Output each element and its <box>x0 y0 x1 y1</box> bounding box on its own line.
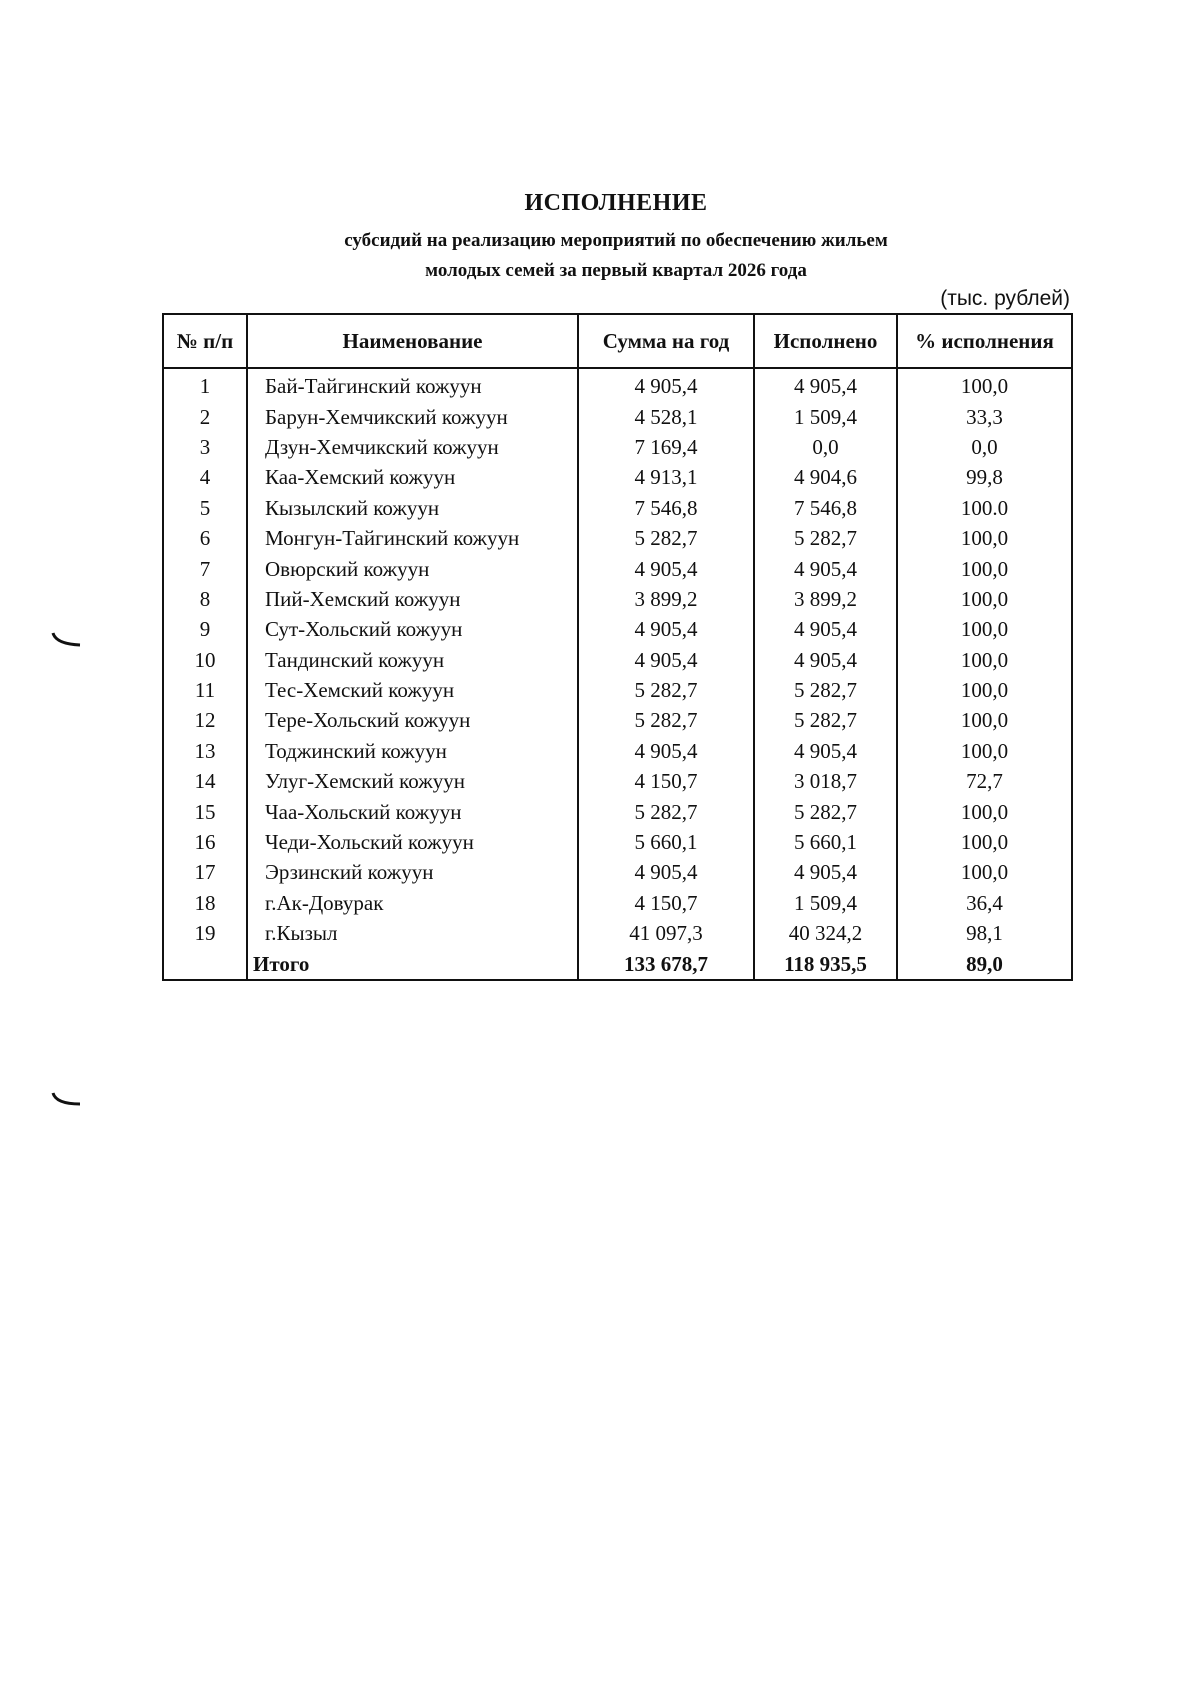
row-number: 12 <box>163 705 247 735</box>
scan-mark <box>50 630 84 650</box>
table-row <box>163 705 1072 735</box>
row-executed: 40 324,2 <box>754 918 897 948</box>
row-number: 9 <box>163 614 247 644</box>
row-name: Пий-Хемский кожуун <box>247 584 578 614</box>
row-name: Каа-Хемский кожуун <box>247 462 578 492</box>
row-annual-sum: 4 905,4 <box>578 645 754 675</box>
row-number: 18 <box>163 888 247 918</box>
row-name: Монгун-Тайгинский кожуун <box>247 523 578 553</box>
row-number: 17 <box>163 857 247 887</box>
row-percent: 89,0 <box>897 948 1072 979</box>
row-percent: 100,0 <box>897 645 1072 675</box>
row-name: Тоджинский кожуун <box>247 736 578 766</box>
scan-mark <box>50 1090 84 1110</box>
row-number: 7 <box>163 553 247 583</box>
row-executed: 5 282,7 <box>754 523 897 553</box>
header-number: № п/п <box>163 314 247 368</box>
row-annual-sum: 4 905,4 <box>578 736 754 766</box>
row-annual-sum: 4 150,7 <box>578 888 754 918</box>
row-percent: 100,0 <box>897 736 1072 766</box>
row-number: 3 <box>163 432 247 462</box>
row-percent: 100,0 <box>897 705 1072 735</box>
row-executed: 5 282,7 <box>754 705 897 735</box>
row-annual-sum: 4 150,7 <box>578 766 754 796</box>
row-name: Тандинский кожуун <box>247 645 578 675</box>
row-annual-sum: 5 282,7 <box>578 796 754 826</box>
row-annual-sum: 5 282,7 <box>578 705 754 735</box>
row-name: Тере-Хольский кожуун <box>247 705 578 735</box>
row-percent: 33,3 <box>897 401 1072 431</box>
subtitle-line-2: молодых семей за первый квартал 2026 года <box>425 260 807 281</box>
row-executed: 4 905,4 <box>754 368 897 401</box>
table-row <box>163 493 1072 523</box>
row-percent: 100,0 <box>897 796 1072 826</box>
row-name: г.Ак-Довурак <box>247 888 578 918</box>
subtitle-line-1: субсидий на реализацию мероприятий по обеспечению жильем <box>344 230 888 251</box>
row-percent: 100,0 <box>897 827 1072 857</box>
row-number: 2 <box>163 401 247 431</box>
row-annual-sum: 4 905,4 <box>578 553 754 583</box>
header-annual-sum: Сумма на год <box>578 314 754 368</box>
header-row <box>163 314 1072 368</box>
table-row <box>163 918 1072 948</box>
row-percent: 72,7 <box>897 766 1072 796</box>
row-name: Сут-Хольский кожуун <box>247 614 578 644</box>
row-name: Чеди-Хольский кожуун <box>247 827 578 857</box>
row-name: Дзун-Хемчикский кожуун <box>247 432 578 462</box>
table-body <box>163 368 1072 980</box>
table-row <box>163 614 1072 644</box>
header-executed: Исполнено <box>754 314 897 368</box>
table-row <box>163 857 1072 887</box>
document-title: ИСПОЛНЕНИЕ <box>524 190 708 216</box>
row-annual-sum: 5 660,1 <box>578 827 754 857</box>
execution-table <box>162 313 1073 981</box>
table-row <box>163 368 1072 401</box>
row-annual-sum: 4 905,4 <box>578 857 754 887</box>
row-percent: 100,0 <box>897 553 1072 583</box>
row-number <box>163 948 247 979</box>
row-percent: 0,0 <box>897 432 1072 462</box>
table-row <box>163 584 1072 614</box>
row-number: 13 <box>163 736 247 766</box>
row-executed: 4 905,4 <box>754 857 897 887</box>
row-executed: 0,0 <box>754 432 897 462</box>
row-name: Барун-Хемчикский кожуун <box>247 401 578 431</box>
row-percent: 99,8 <box>897 462 1072 492</box>
row-number: 4 <box>163 462 247 492</box>
row-percent: 100,0 <box>897 675 1072 705</box>
row-executed: 3 018,7 <box>754 766 897 796</box>
row-name: г.Кызыл <box>247 918 578 948</box>
row-name: Эрзинский кожуун <box>247 857 578 887</box>
row-annual-sum: 4 905,4 <box>578 614 754 644</box>
row-annual-sum: 4 905,4 <box>578 368 754 401</box>
row-executed: 1 509,4 <box>754 888 897 918</box>
table-row <box>163 827 1072 857</box>
row-number: 14 <box>163 766 247 796</box>
table-row <box>163 796 1072 826</box>
row-percent: 36,4 <box>897 888 1072 918</box>
row-name: Кызылский кожуун <box>247 493 578 523</box>
row-annual-sum: 5 282,7 <box>578 523 754 553</box>
row-name: Тес-Хемский кожуун <box>247 675 578 705</box>
row-annual-sum: 5 282,7 <box>578 675 754 705</box>
row-percent: 100,0 <box>897 368 1072 401</box>
row-number: 15 <box>163 796 247 826</box>
row-number: 6 <box>163 523 247 553</box>
row-percent: 100,0 <box>897 857 1072 887</box>
row-executed: 4 904,6 <box>754 462 897 492</box>
row-name: Улуг-Хемский кожуун <box>247 766 578 796</box>
table-row <box>163 401 1072 431</box>
row-percent: 98,1 <box>897 918 1072 948</box>
document-subtitle <box>0 226 1200 286</box>
row-name: Итого <box>247 948 578 979</box>
row-executed: 7 546,8 <box>754 493 897 523</box>
row-executed: 1 509,4 <box>754 401 897 431</box>
row-number: 10 <box>163 645 247 675</box>
row-annual-sum: 3 899,2 <box>578 584 754 614</box>
row-annual-sum: 4 528,1 <box>578 401 754 431</box>
row-annual-sum: 7 169,4 <box>578 432 754 462</box>
table-row <box>163 432 1072 462</box>
row-number: 5 <box>163 493 247 523</box>
row-name: Чаа-Хольский кожуун <box>247 796 578 826</box>
row-executed: 4 905,4 <box>754 614 897 644</box>
row-number: 8 <box>163 584 247 614</box>
header-name: Наименование <box>247 314 578 368</box>
row-number: 16 <box>163 827 247 857</box>
row-executed: 3 899,2 <box>754 584 897 614</box>
row-percent: 100.0 <box>897 493 1072 523</box>
table-row <box>163 523 1072 553</box>
table-row <box>163 736 1072 766</box>
table-row <box>163 553 1072 583</box>
row-annual-sum: 7 546,8 <box>578 493 754 523</box>
units-note: (тыс. рублей) <box>940 287 1070 310</box>
table-row <box>163 766 1072 796</box>
row-executed: 4 905,4 <box>754 736 897 766</box>
row-percent: 100,0 <box>897 584 1072 614</box>
table-row <box>163 462 1072 492</box>
row-executed: 4 905,4 <box>754 553 897 583</box>
total-row <box>163 948 1072 979</box>
row-number: 11 <box>163 675 247 705</box>
row-annual-sum: 4 913,1 <box>578 462 754 492</box>
row-executed: 5 282,7 <box>754 796 897 826</box>
table-row <box>163 675 1072 705</box>
table-row <box>163 888 1072 918</box>
row-percent: 100,0 <box>897 614 1072 644</box>
row-number: 19 <box>163 918 247 948</box>
row-executed: 118 935,5 <box>754 948 897 979</box>
row-executed: 5 660,1 <box>754 827 897 857</box>
row-annual-sum: 41 097,3 <box>578 918 754 948</box>
row-number: 1 <box>163 368 247 401</box>
header-percent: % исполнения <box>897 314 1072 368</box>
row-annual-sum: 133 678,7 <box>578 948 754 979</box>
row-executed: 4 905,4 <box>754 645 897 675</box>
row-name: Бай-Тайгинский кожуун <box>247 368 578 401</box>
row-name: Овюрский кожуун <box>247 553 578 583</box>
row-percent: 100,0 <box>897 523 1072 553</box>
row-executed: 5 282,7 <box>754 675 897 705</box>
table-row <box>163 645 1072 675</box>
